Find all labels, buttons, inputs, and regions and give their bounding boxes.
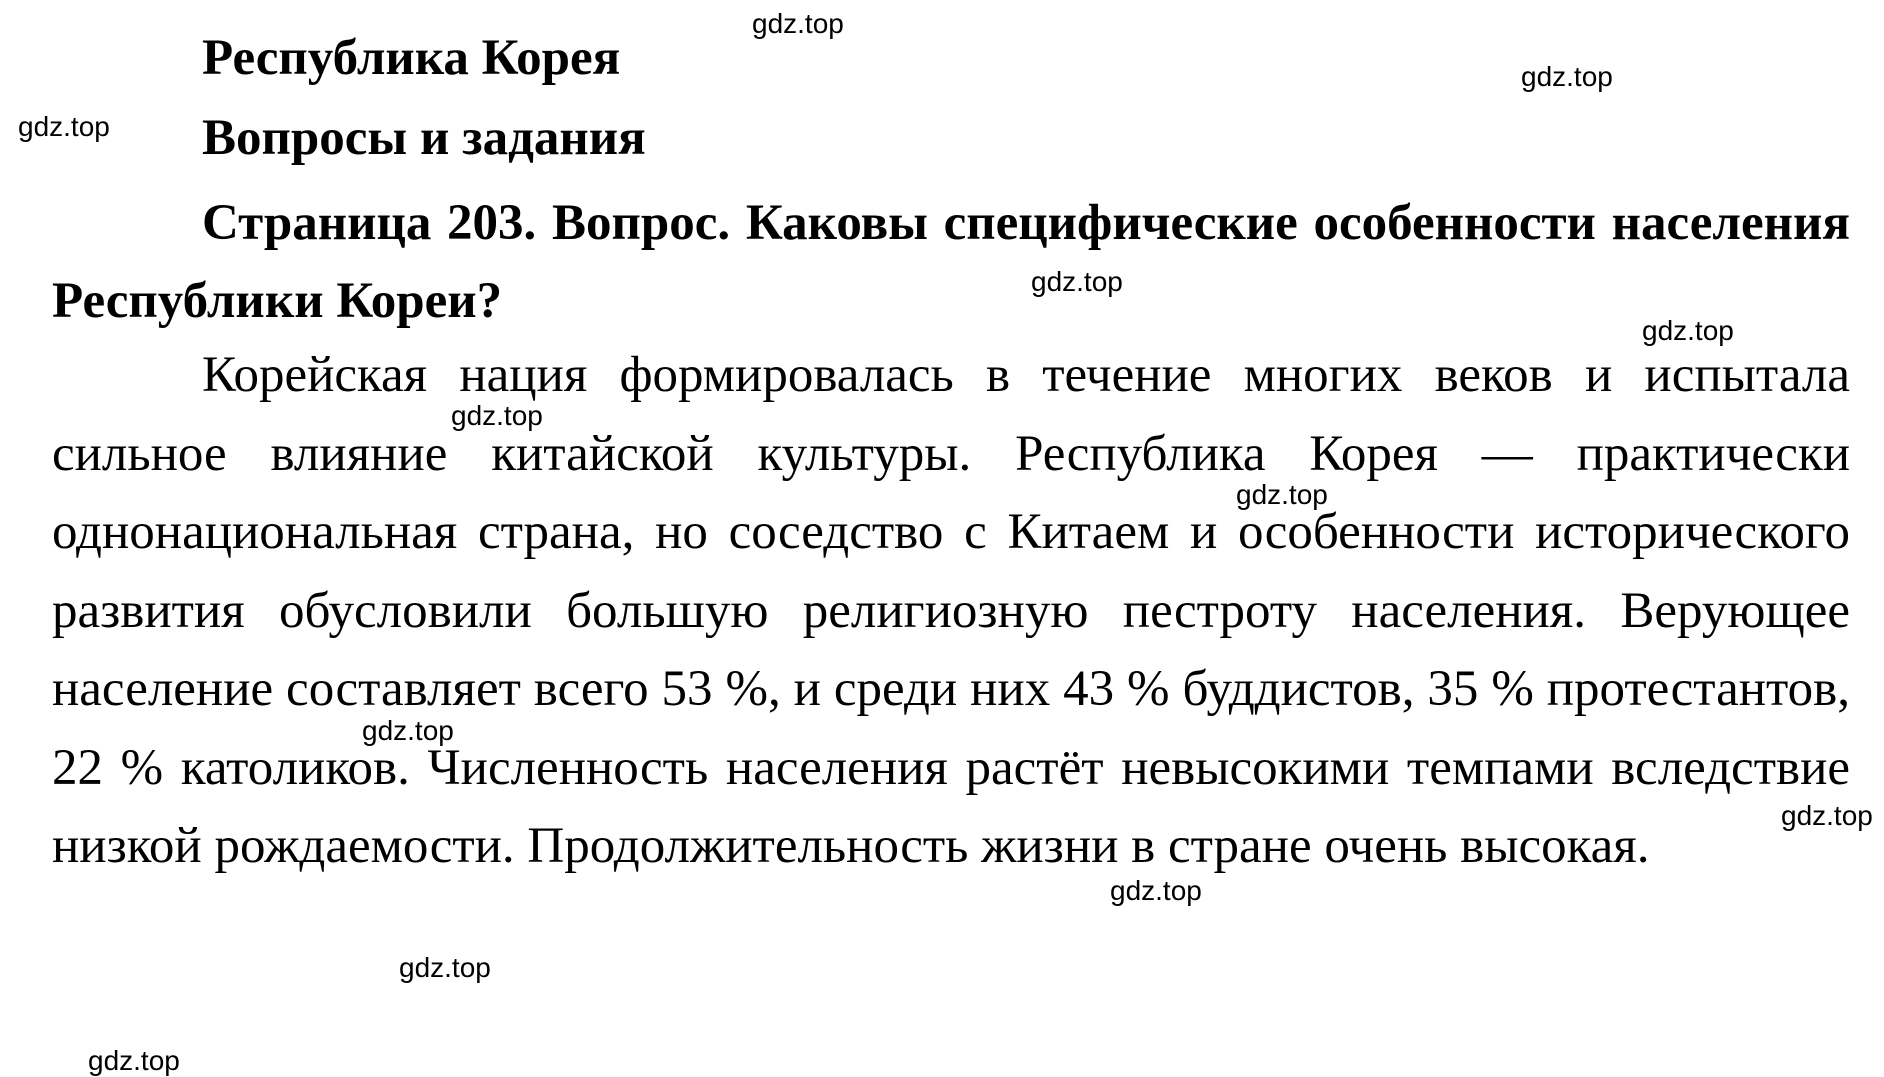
watermark: gdz.top <box>1642 315 1734 346</box>
watermark: gdz.top <box>1521 61 1613 92</box>
watermark: gdz.top <box>1781 800 1873 831</box>
watermark: gdz.top <box>451 400 543 431</box>
section-subtitle: Вопросы и задания <box>202 110 646 166</box>
watermark: gdz.top <box>752 8 844 39</box>
watermark: gdz.top <box>399 952 491 983</box>
watermark: gdz.top <box>1110 875 1202 906</box>
watermark: gdz.top <box>1031 266 1123 297</box>
watermark: gdz.top <box>362 715 454 746</box>
question-text: Страница 203. Вопрос. Каковы специфические особенности населения Республики Кореи? <box>52 195 1850 329</box>
answer-text: Корейская нация формировалась в течение многих веков и испытала сильное влияние китайской культуры. Республика Корея — практически однонациональная страна, но соседство с Китаем и особенности исторического развития обусловили большую религиозную пестроту населения. Верующее население составляет всего 53 %, и среди них 43 % буддистов, 35 % протестантов, 22 % католиков. Численность населения растёт невысокими темпами вследствие низкой рождаемости. Продолжительность жизни в стране очень высокая. <box>52 347 1850 874</box>
watermark: gdz.top <box>1236 479 1328 510</box>
watermark: gdz.top <box>18 111 110 142</box>
watermark: gdz.top <box>88 1045 180 1076</box>
page-title: Республика Корея <box>202 30 621 86</box>
